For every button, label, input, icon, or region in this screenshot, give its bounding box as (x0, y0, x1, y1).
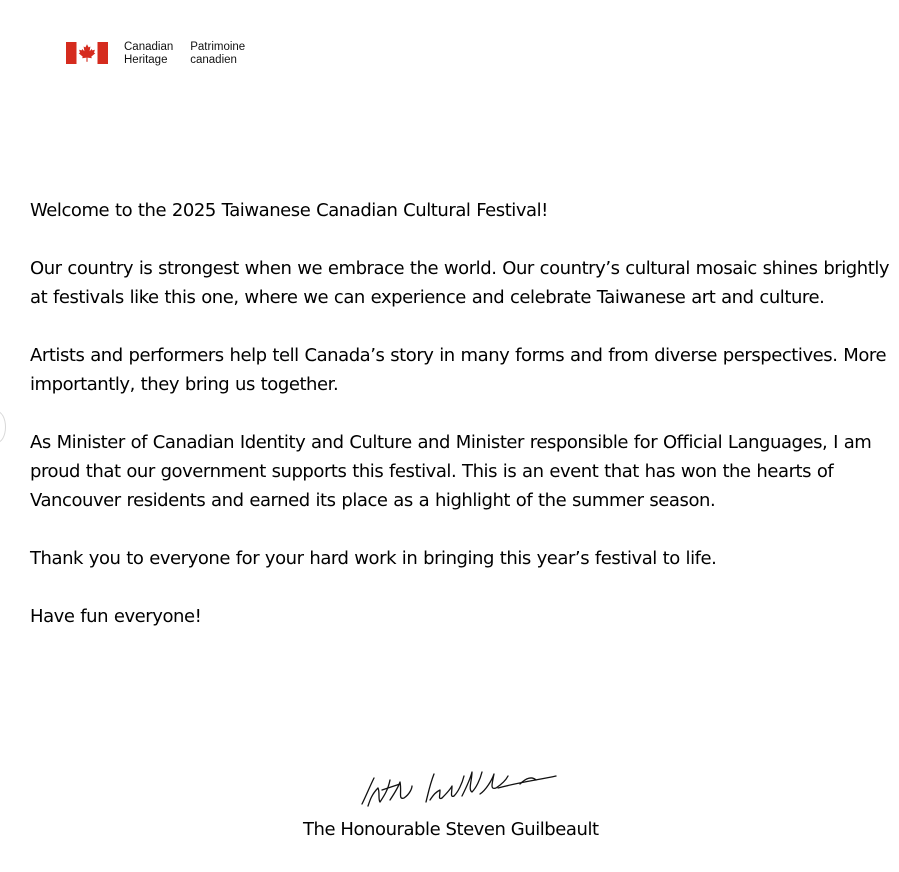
paragraph-minister: As Minister of Canadian Identity and Culture and Minister responsible for Official Languages, I am proud that our government supports this festival. This is an event that has won the hearts of Vancouver residents and earned its place as a highlight of the summer season. (30, 432, 872, 511)
wordmark-english (124, 41, 173, 67)
wordmark-fr-line-1: Patrimoine (190, 41, 246, 53)
wordmark-en-line-2: Heritage (124, 54, 168, 66)
paragraph-artists: Artists and performers help tell Canada’s story in many forms and from diverse perspectives. More importantly, they bring us together. (30, 345, 887, 395)
wordmark-fr-line-2: canadien (190, 54, 237, 66)
paragraph-closing: Have fun everyone! (30, 606, 202, 627)
department-wordmark (124, 41, 245, 67)
paragraph-welcome: Welcome to the 2025 Taiwanese Canadian Cultural Festival! (30, 200, 548, 221)
handwritten-signature (360, 766, 560, 810)
wordmark-en-line-1: Canadian (124, 41, 174, 53)
paragraph-thanks: Thank you to everyone for your hard work in bringing this year’s festival to life. (30, 548, 717, 569)
page-edge-handle (0, 411, 6, 443)
canada-flag-icon (66, 42, 108, 64)
letterhead (66, 42, 245, 67)
letter-body (30, 196, 890, 660)
signer-name: The Honourable Steven Guilbeault (303, 819, 599, 840)
wordmark-french (190, 41, 245, 67)
paragraph-mosaic: Our country is strongest when we embrace the world. Our country’s cultural mosaic shines brightly at festivals like this one, where we can experience and celebrate Taiwanese art and culture. (30, 258, 890, 308)
